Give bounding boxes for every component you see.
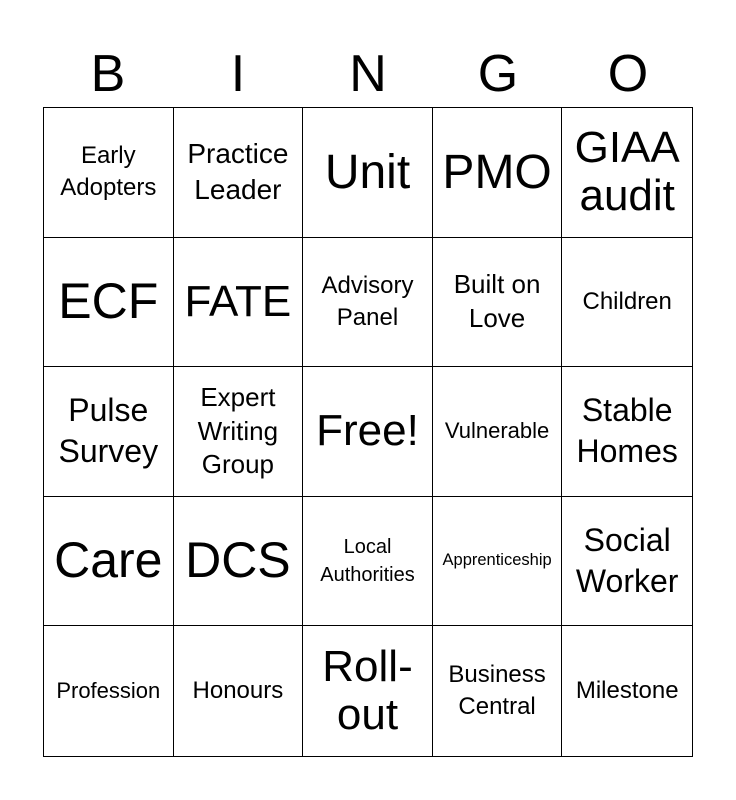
cell-label: Honours: [192, 677, 284, 704]
cell-label: Care: [54, 532, 163, 589]
bingo-cell-r4c4[interactable]: [433, 497, 563, 627]
cell-label: Business Central: [448, 660, 546, 721]
bingo-cell-r4c1[interactable]: [44, 497, 174, 627]
header-letter-n: N: [349, 45, 387, 103]
cell-label: Children: [582, 287, 672, 315]
bingo-cell-r2c4[interactable]: [433, 238, 563, 368]
cell-label: Advisory Panel: [321, 271, 414, 331]
cell-label: Social Worker: [575, 521, 679, 600]
bingo-cell-r2c1[interactable]: [44, 238, 174, 368]
bingo-cell-r4c2[interactable]: [174, 497, 304, 627]
bingo-cell-r1c5[interactable]: [562, 108, 692, 238]
header-letter-g: G: [477, 45, 519, 103]
cell-label: Expert Writing Group: [197, 381, 279, 480]
bingo-cell-r2c5[interactable]: [562, 238, 692, 368]
cell-label: Pulse Survey: [58, 391, 159, 470]
bingo-cell-r3c1[interactable]: [44, 367, 174, 497]
bingo-cell-r5c3[interactable]: [303, 626, 433, 756]
bingo-cell-r1c3[interactable]: [303, 108, 433, 238]
cell-label: Practice Leader: [187, 137, 289, 206]
cell-label: Milestone: [575, 677, 679, 704]
bingo-cell-r1c2[interactable]: [174, 108, 304, 238]
cell-label: DCS: [185, 532, 291, 589]
bingo-cell-r5c5[interactable]: [562, 626, 692, 756]
cell-label: FATE: [184, 276, 292, 326]
bingo-cell-r1c4[interactable]: [433, 108, 563, 238]
bingo-cell-r4c3[interactable]: [303, 497, 433, 627]
bingo-cell-r1c1[interactable]: [44, 108, 174, 238]
header-letter-o: O: [607, 45, 649, 103]
bingo-cell-r5c2[interactable]: [174, 626, 304, 756]
cell-label: Stable Homes: [576, 391, 678, 470]
header-letter-i: I: [230, 45, 246, 103]
bingo-cell-r5c1[interactable]: [44, 626, 174, 756]
bingo-cell-r4c5[interactable]: [562, 497, 692, 627]
bingo-cell-r3c2[interactable]: [174, 367, 304, 497]
cell-label: Early Adopters: [60, 141, 157, 202]
cell-label: GIAA audit: [574, 122, 680, 221]
cell-label: Roll- out: [322, 641, 413, 740]
cell-label: Unit: [324, 145, 411, 199]
bingo-board: [43, 107, 693, 757]
cell-label: ECF: [58, 273, 159, 330]
bingo-cell-r2c3[interactable]: [303, 238, 433, 368]
cell-label: Built on Love: [453, 269, 541, 333]
bingo-cell-r3c3[interactable]: [303, 367, 433, 497]
bingo-cell-r3c5[interactable]: [562, 367, 692, 497]
bingo-cell-r2c2[interactable]: [174, 238, 304, 368]
bingo-cell-r5c4[interactable]: [433, 626, 563, 756]
cell-label: Free!: [316, 406, 419, 456]
bingo-header: [43, 40, 693, 108]
header-letter-b: B: [90, 45, 126, 103]
cell-label: Profession: [56, 677, 161, 703]
bingo-cell-r3c4[interactable]: [433, 367, 563, 497]
cell-label: Apprenticeship: [442, 551, 552, 570]
cell-label: PMO: [442, 145, 552, 199]
cell-label: Vulnerable: [444, 418, 550, 444]
cell-label: Local Authorities: [320, 536, 415, 587]
